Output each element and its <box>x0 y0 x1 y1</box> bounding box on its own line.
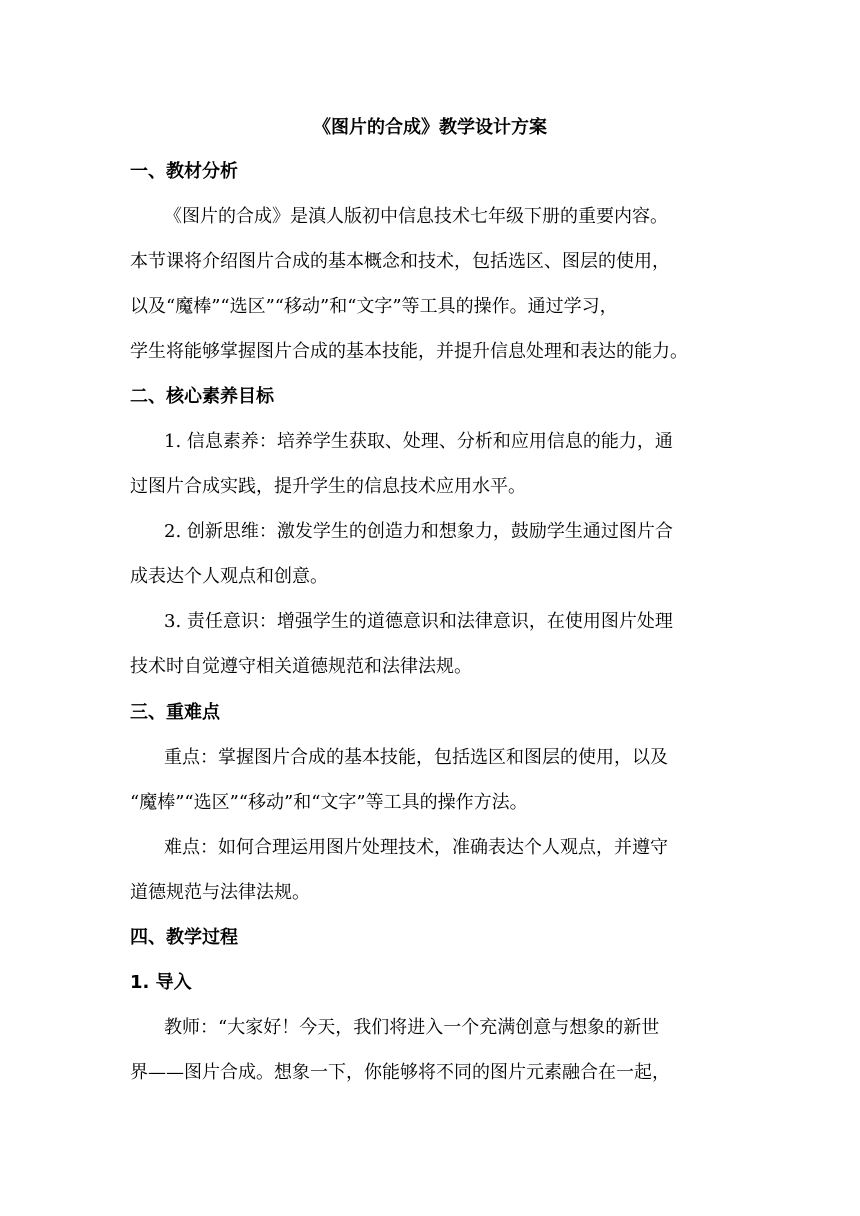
paragraph-line: 界——图片合成。想象一下，你能够将不同的图片元素融合在一起， <box>130 1062 670 1083</box>
paragraph-line: “魔棒”“选区”“移动”和“文字”等工具的操作方法。 <box>130 792 528 813</box>
paragraph-line: 学生将能够掌握图片合成的基本技能，并提升信息处理和表达的能力。 <box>130 341 688 362</box>
subsection-heading-introduction: 1. 导入 <box>130 972 192 993</box>
paragraph-line: 1. 信息素养：培养学生获取、处理、分析和应用信息的能力，通 <box>164 431 673 452</box>
paragraph-line: 技术时自觉遵守相关道德规范和法律法规。 <box>130 656 472 677</box>
paragraph-line: 难点：如何合理运用图片处理技术，准确表达个人观点，并遵守 <box>164 837 668 858</box>
section-heading-key-points: 三、重难点 <box>130 702 220 723</box>
paragraph-line: 2. 创新思维：激发学生的创造力和想象力，鼓励学生通过图片合 <box>164 521 673 542</box>
section-heading-core-goals: 二、核心素养目标 <box>130 386 274 407</box>
document-title: 《图片的合成》教学设计方案 <box>313 117 547 138</box>
paragraph-line: 《图片的合成》是滇人版初中信息技术七年级下册的重要内容。 <box>164 206 668 227</box>
section-heading-teaching-process: 四、教学过程 <box>130 927 238 948</box>
paragraph-line: 过图片合成实践，提升学生的信息技术应用水平。 <box>130 476 526 497</box>
paragraph-line: 重点：掌握图片合成的基本技能，包括选区和图层的使用，以及 <box>164 747 668 768</box>
paragraph-line: 以及“魔棒”“选区”“移动”和“文字”等工具的操作。通过学习， <box>130 296 618 317</box>
paragraph-line: 本节课将介绍图片合成的基本概念和技术，包括选区、图层的使用， <box>130 251 670 272</box>
paragraph-line: 3. 责任意识：增强学生的道德意识和法律意识，在使用图片处理 <box>164 611 673 632</box>
paragraph-line: 成表达个人观点和创意。 <box>130 566 328 587</box>
section-heading-textbook-analysis: 一、教材分析 <box>130 161 238 182</box>
paragraph-line: 道德规范与法律法规。 <box>130 882 310 903</box>
paragraph-line: 教师：“大家好！今天，我们将进入一个充满创意与想象的新世 <box>164 1017 660 1038</box>
